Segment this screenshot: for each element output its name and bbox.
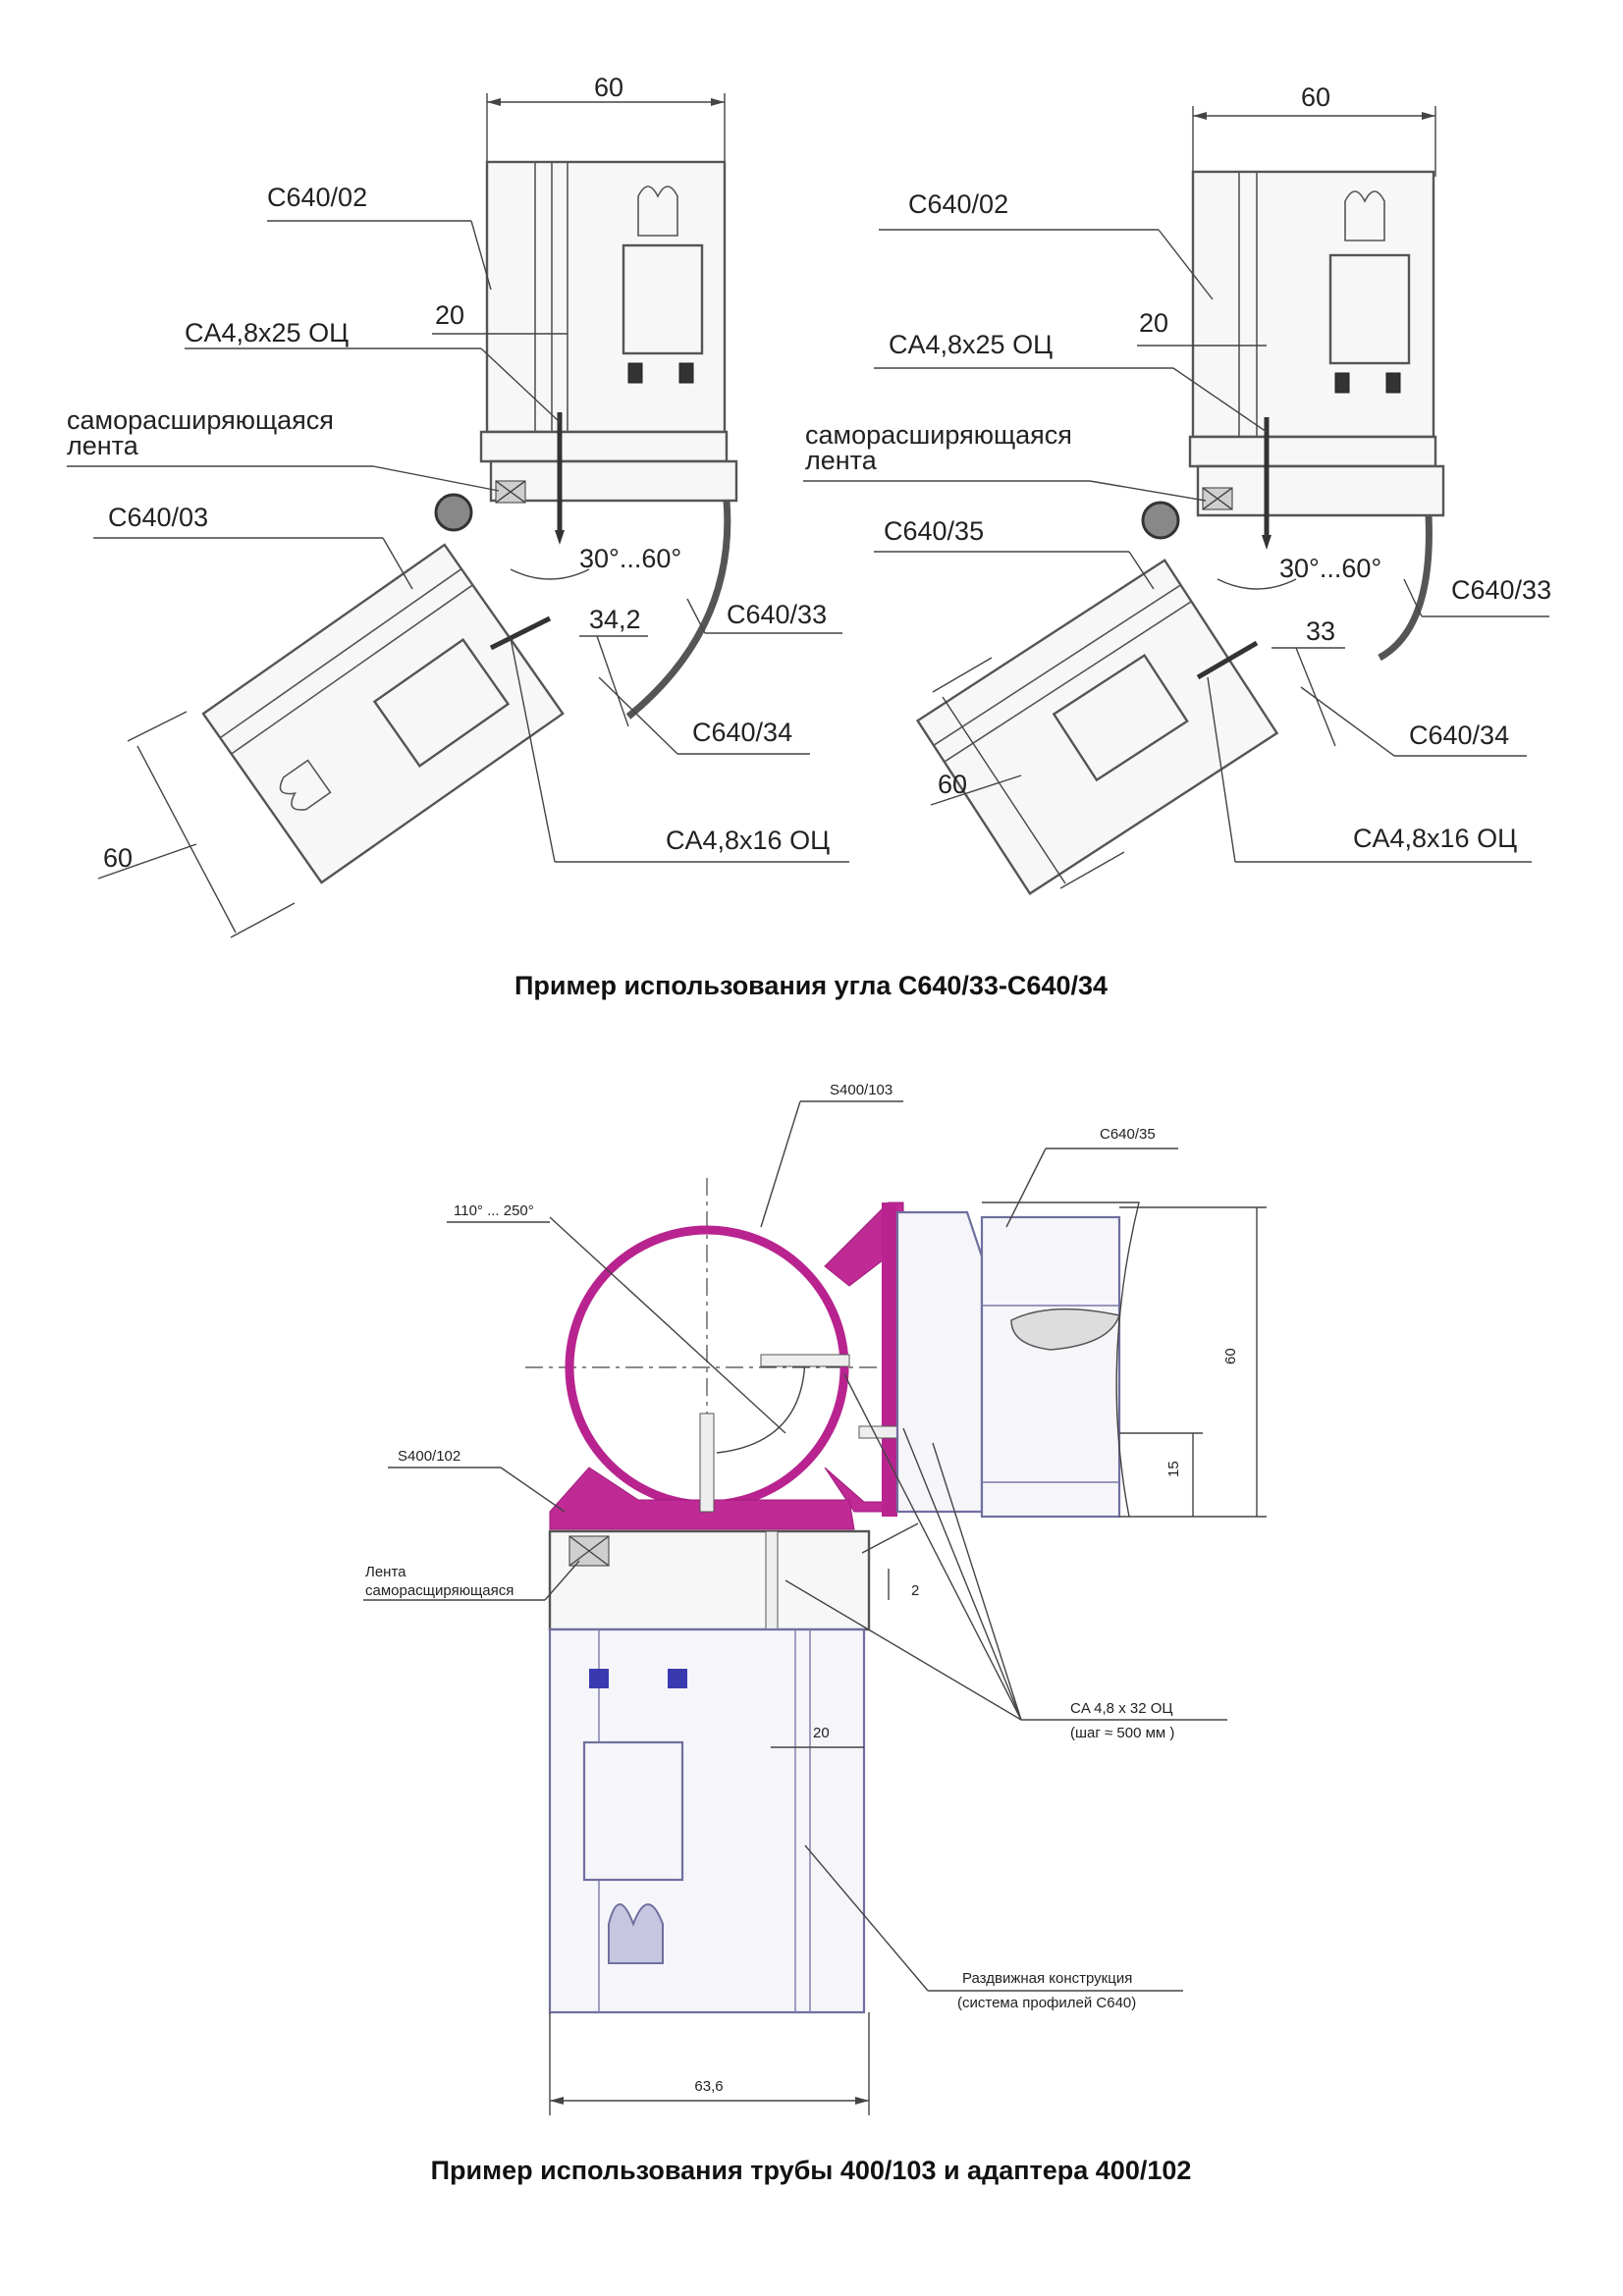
label-c640-34-right: C640/34 — [1409, 721, 1510, 750]
angle-label-right: 30°...60° — [1279, 554, 1382, 583]
label-tape-line1-lower: Лента — [365, 1564, 406, 1580]
label-tape-line1: саморасширяющаяся — [67, 405, 334, 435]
label-tape-line2-lower: саморасщиряющаяся — [365, 1582, 514, 1599]
label-s400-102: S400/102 — [398, 1448, 461, 1465]
angle-label: 30°...60° — [579, 544, 682, 573]
dim-15-vertical: 15 — [1165, 1461, 1182, 1477]
label-s400-103: S400/103 — [830, 1082, 893, 1098]
tube-adapter-diagram — [363, 1082, 1267, 2115]
caption-tube-example: Пример использования трубы 400/103 и адаптера 400/102 — [430, 2156, 1192, 2185]
label-screw-pitch: (шаг ≈ 500 мм ) — [1070, 1725, 1175, 1741]
label-sliding-line2: (система профилей С640) — [957, 1995, 1137, 2011]
label-c640-02-right: C640/02 — [908, 189, 1009, 219]
dim-bottom-60: 60 — [103, 843, 134, 873]
label-c640-35-lower: C640/35 — [1100, 1126, 1156, 1143]
label-screw-bottom-right: CA4,8x16 ОЦ — [1353, 824, 1518, 853]
label-c640-33-right: C640/33 — [1451, 575, 1552, 605]
dim-34-2: 34,2 — [589, 605, 641, 634]
dim-63-6: 63,6 — [694, 2078, 724, 2095]
label-c640-34: C640/34 — [692, 718, 793, 747]
caption-corner-example: Пример использования угла С640/33-С640/34 — [514, 971, 1109, 1000]
label-c640-03: C640/03 — [108, 503, 209, 532]
label-screw-ca48x32: CA 4,8 x 32 ОЦ — [1070, 1700, 1173, 1717]
dim-top-60-right: 60 — [1300, 82, 1331, 112]
dim-20: 20 — [435, 300, 465, 330]
label-screw-top-right: CA4,8x25 ОЦ — [889, 330, 1054, 359]
corner-diagram-right — [803, 82, 1551, 893]
label-screw-bottom: CA4,8x16 ОЦ — [666, 826, 831, 855]
dim-20-right: 20 — [1139, 308, 1169, 338]
label-screw-top: CA4,8x25 ОЦ — [185, 318, 350, 347]
dim-2: 2 — [911, 1582, 920, 1599]
dim-bottom-60-right: 60 — [938, 770, 968, 799]
angle-label-tube: 110° ... 250° — [454, 1202, 534, 1219]
label-tape-line2: лента — [67, 431, 138, 460]
dim-20-lower: 20 — [813, 1725, 830, 1741]
label-sliding-line1: Раздвижная конструкция — [962, 1970, 1133, 1987]
label-tape-line1-right: саморасширяющаяся — [805, 420, 1072, 450]
corner-diagram-left — [67, 73, 849, 937]
label-c640-35: C640/35 — [884, 516, 985, 546]
dim-33: 33 — [1306, 616, 1336, 646]
label-c640-33: C640/33 — [727, 600, 828, 629]
dim-60-vertical: 60 — [1222, 1348, 1239, 1364]
label-c640-02: C640/02 — [267, 183, 368, 212]
dim-top-60: 60 — [593, 73, 624, 102]
label-tape-line2-right: лента — [805, 446, 877, 475]
